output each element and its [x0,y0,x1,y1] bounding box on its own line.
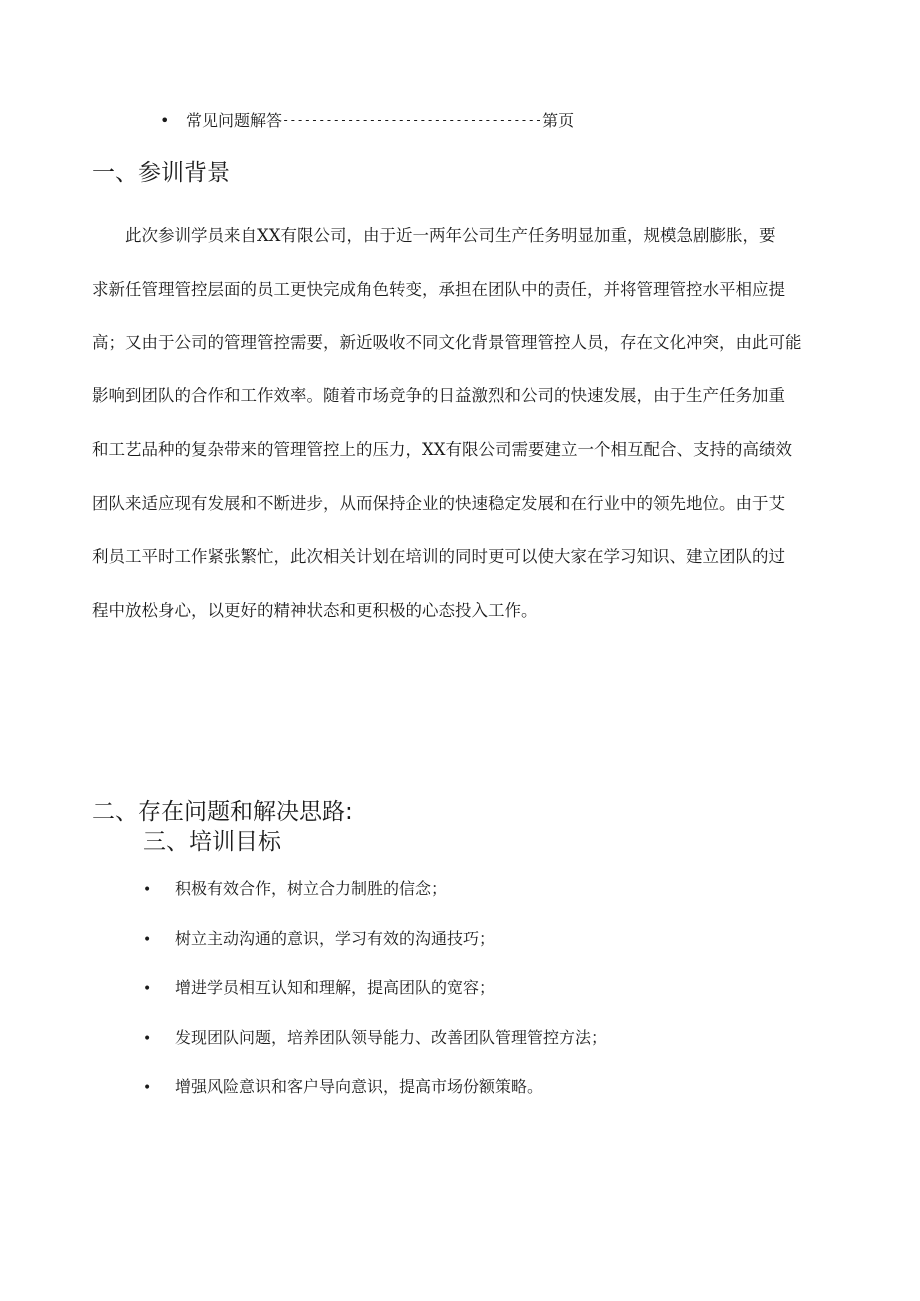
list-item-text: 增进学员相互认知和理解，提高团队的宽容； [175,978,496,997]
list-item [143,1027,607,1050]
section-heading-background: 一、参训背景 [92,160,230,186]
paragraph-line: 求新任管理管控层面的员工更快完成角色转变，承担在团队中的责任，并将管理管控水平相应提 [92,280,785,299]
toc-leader-dashes: ------------------------------------ [282,113,543,127]
section-heading-problems: 二、存在问题和解决思路: [92,799,353,825]
section-heading-goals: 三、培训目标 [143,829,281,855]
paragraph-line: 高；又由于公司的管理管控需要，新近吸收不同文化背景管理管控人员，存在文化冲突，由此可能 [92,333,802,352]
bullet-icon: • [143,932,152,948]
list-item [143,878,447,901]
paragraph-line: 和工艺品种的复杂带来的管理管控上的压力，XX有限公司需要建立一个相互配合、支持的高绩效 [92,440,792,459]
paragraph-line: 利员工平时工作紧张繁忙，此次相关计划在培训的同时更可以使大家在学习知识、建立团队的过 [92,547,785,566]
paragraph-line: 团队来适应现有发展和不断进步，从而保持企业的快速稳定发展和在行业中的领先地位。由于艾 [92,494,785,513]
list-item [143,928,495,951]
list-item-text: 增强风险意识和客户导向意识，提高市场份额策略。 [175,1077,544,1096]
list-item-text: 积极有效合作，树立合力制胜的信念； [175,879,448,898]
list-item [143,1076,543,1099]
paragraph-line: 此次参训学员来自XX有限公司，由于近一两年公司生产任务明显加重，规模急剧膨胀，要 [92,226,776,245]
paragraph-line: 影响到团队的合作和工作效率。随着市场竞争的日益激烈和公司的快速发展，由于生产任务加重 [92,386,785,405]
list-item-text: 发现团队问题，培养团队领导能力、改善团队管理管控方法； [175,1028,608,1047]
paragraph-line: 程中放松身心，以更好的精神状态和更积极的心态投入工作。 [92,601,538,620]
toc-entry-page: 第页 [542,111,575,130]
bullet-icon: • [143,1031,152,1047]
bullet-icon: • [143,882,152,898]
list-item-text: 树立主动沟通的意识，学习有效的沟通技巧； [175,929,496,948]
list-item [143,977,495,1000]
toc-entry-faq[interactable] [160,108,574,133]
toc-entry-label: 常见问题解答 [186,111,283,130]
bullet-icon: • [143,981,152,997]
bullet-icon: • [160,111,170,130]
bullet-icon: • [143,1080,152,1096]
